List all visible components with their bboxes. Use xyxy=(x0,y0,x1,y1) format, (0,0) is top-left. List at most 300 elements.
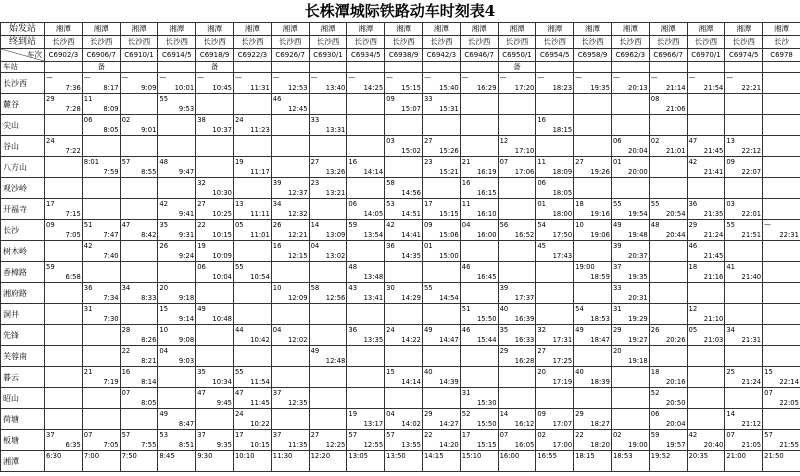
train-number: C6954/5 xyxy=(536,49,574,62)
time-entry xyxy=(234,178,271,198)
time-cell xyxy=(725,220,763,241)
departure-time: 22:31 xyxy=(779,231,799,239)
time-cell xyxy=(309,94,347,115)
time-cell xyxy=(422,388,460,409)
time-cell xyxy=(385,409,423,430)
arrival-time: 32 xyxy=(197,179,206,187)
time-cell xyxy=(45,367,83,388)
time-entry xyxy=(310,178,347,198)
arrival-time: 36 xyxy=(83,284,93,292)
time-cell xyxy=(45,262,83,283)
station-name: 树木岭 xyxy=(1,241,45,262)
departure-time: 15:31 xyxy=(439,105,459,113)
arrival-time: 34 xyxy=(726,326,735,334)
time-entry xyxy=(688,430,725,450)
time-cell xyxy=(158,199,196,220)
time-entry xyxy=(45,388,82,408)
time-cell xyxy=(385,283,423,304)
time-cell xyxy=(271,199,309,220)
time-entry xyxy=(461,388,498,408)
departure-time: 19:57 xyxy=(665,441,686,449)
departure-time: 14:20 xyxy=(439,441,459,449)
arrival-time: 09 xyxy=(537,410,547,418)
arrival-time: 20 xyxy=(612,347,622,355)
time-cell xyxy=(82,409,120,430)
arrival-time: 21 xyxy=(83,368,93,376)
departure-time: 8:51 xyxy=(178,441,195,449)
departure-time: 15:06 xyxy=(439,231,459,239)
time-entry xyxy=(234,94,271,114)
time-cell xyxy=(460,283,498,304)
arrival-time: 03 xyxy=(726,200,735,208)
arrival-time: 07 xyxy=(499,158,509,166)
time-cell xyxy=(725,388,763,409)
time-cell xyxy=(611,325,649,346)
time-cell xyxy=(82,262,120,283)
departure-time: 14:51 xyxy=(401,210,421,218)
time-cell xyxy=(649,451,687,472)
time-entry xyxy=(536,241,573,261)
departure-time: 10:37 xyxy=(212,126,232,134)
time-cell xyxy=(422,157,460,178)
time-cell xyxy=(120,94,158,115)
time-entry xyxy=(461,430,498,450)
time-cell xyxy=(498,136,536,157)
time-cell xyxy=(763,283,800,304)
time-entry xyxy=(725,367,762,387)
time-cell xyxy=(347,178,385,199)
arrival-time: 19 xyxy=(197,242,206,250)
time-cell xyxy=(725,199,763,220)
time-entry xyxy=(272,283,309,303)
station-name: 板塘 xyxy=(1,430,45,451)
departure-time: 14:14 xyxy=(363,168,384,176)
terminus-station: 长沙西 xyxy=(649,36,687,49)
time-cell xyxy=(120,73,158,94)
time-cell xyxy=(498,409,536,430)
arrival-time: 53 xyxy=(386,200,395,208)
time-entry xyxy=(158,115,195,135)
departure-time: 16:12 xyxy=(514,420,535,428)
arrival-time: 02 xyxy=(612,431,622,439)
time-entry xyxy=(272,451,309,471)
arrival-time: 21:50 xyxy=(764,452,784,460)
time-entry xyxy=(650,73,687,93)
arrival-time: 09 xyxy=(46,221,55,229)
time-entry xyxy=(196,451,233,471)
departure-time: 7:36 xyxy=(65,84,81,92)
time-entry xyxy=(612,241,649,261)
departure-time: 7:47 xyxy=(103,231,119,239)
time-entry xyxy=(574,388,611,408)
time-entry xyxy=(310,241,347,261)
arrival-time: 29 xyxy=(46,95,55,103)
arrival-time: 27 xyxy=(423,137,433,145)
time-cell xyxy=(498,325,536,346)
departure-time: 10:48 xyxy=(212,315,232,323)
time-entry xyxy=(688,346,725,366)
arrival-time: 07 xyxy=(499,431,509,439)
time-entry xyxy=(347,199,384,219)
time-entry xyxy=(423,136,460,156)
time-cell xyxy=(45,304,83,325)
time-cell xyxy=(385,73,423,94)
time-cell xyxy=(82,115,120,136)
departure-time: 17:00 xyxy=(552,441,573,449)
time-cell xyxy=(45,94,83,115)
departure-time: 14:25 xyxy=(363,84,384,92)
time-entry xyxy=(158,136,195,156)
time-cell xyxy=(158,283,196,304)
arrival-time: 06 xyxy=(348,200,358,208)
arrival-time: 10 xyxy=(159,326,169,334)
arrival-time: 47 xyxy=(688,137,698,145)
time-cell xyxy=(233,325,271,346)
time-cell xyxy=(574,388,612,409)
arrival-time: — xyxy=(159,74,167,82)
time-cell xyxy=(460,157,498,178)
time-cell xyxy=(422,115,460,136)
time-cell xyxy=(536,220,574,241)
time-cell xyxy=(725,367,763,388)
time-entry xyxy=(688,136,725,156)
time-entry xyxy=(574,367,611,387)
time-entry xyxy=(234,241,271,261)
time-entry xyxy=(234,73,271,93)
arrival-time: 09 xyxy=(423,221,433,229)
station-row xyxy=(1,94,800,115)
time-cell xyxy=(82,178,120,199)
time-cell xyxy=(611,199,649,220)
time-cell xyxy=(120,178,158,199)
departure-time: 20:13 xyxy=(628,84,648,92)
time-cell xyxy=(649,136,687,157)
time-cell xyxy=(120,220,158,241)
departure-time: 19:29 xyxy=(628,315,648,323)
arrival-time: 33 xyxy=(612,284,622,292)
time-entry xyxy=(612,73,649,93)
time-entry xyxy=(83,262,120,282)
time-entry xyxy=(499,451,536,471)
arrival-time: 04 xyxy=(310,242,320,250)
time-entry xyxy=(423,430,460,450)
time-entry xyxy=(536,346,573,366)
time-entry xyxy=(272,178,309,198)
time-cell xyxy=(82,388,120,409)
time-cell xyxy=(347,325,385,346)
time-entry xyxy=(347,178,384,198)
terminus-station: 长沙西 xyxy=(574,36,612,49)
train-note xyxy=(649,62,687,73)
time-entry xyxy=(612,430,649,450)
time-cell xyxy=(611,283,649,304)
departure-time: 11:45 xyxy=(250,399,270,407)
time-cell xyxy=(309,199,347,220)
departure-time: 20:37 xyxy=(628,252,648,260)
time-cell xyxy=(385,94,423,115)
time-entry xyxy=(725,73,762,93)
time-cell xyxy=(196,346,234,367)
time-entry xyxy=(499,136,536,156)
time-cell xyxy=(763,451,800,472)
arrival-time: — xyxy=(499,74,507,82)
time-entry xyxy=(385,325,422,345)
departure-time: 12:56 xyxy=(325,294,346,302)
departure-time: 16:00 xyxy=(476,231,497,239)
time-entry xyxy=(83,178,120,198)
departure-time: 20:44 xyxy=(665,231,686,239)
time-entry xyxy=(310,220,347,240)
departure-time: 10:45 xyxy=(212,84,232,92)
time-cell xyxy=(536,94,574,115)
time-entry xyxy=(83,367,120,387)
time-cell xyxy=(649,283,687,304)
arrival-time: 18:15 xyxy=(575,452,595,460)
departure-time: 10:15 xyxy=(250,441,270,449)
time-entry xyxy=(536,157,573,177)
time-entry xyxy=(45,451,82,471)
time-cell xyxy=(611,388,649,409)
time-entry xyxy=(310,430,347,450)
terminus-station: 长沙西 xyxy=(347,36,385,49)
time-cell xyxy=(271,157,309,178)
time-cell xyxy=(422,199,460,220)
time-entry xyxy=(272,262,309,282)
arrival-time: 13:50 xyxy=(386,452,406,460)
train-note: 备 xyxy=(498,62,536,73)
arrival-time: 35 xyxy=(197,368,206,376)
time-cell xyxy=(422,304,460,325)
time-entry xyxy=(499,115,536,135)
departure-time: 15:15 xyxy=(401,84,421,92)
time-entry xyxy=(688,409,725,429)
departure-time: 12:25 xyxy=(325,441,346,449)
station-name: 荷塘 xyxy=(1,409,45,430)
time-cell xyxy=(271,73,309,94)
page-title: 长株潭城际铁路动车时刻表4 xyxy=(304,2,496,20)
departure-time: 9:08 xyxy=(178,336,195,344)
arrival-time: 26 xyxy=(159,242,169,250)
time-entry xyxy=(499,388,536,408)
time-entry xyxy=(310,115,347,135)
time-cell xyxy=(536,325,574,346)
time-entry xyxy=(310,199,347,219)
arrival-time: 26 xyxy=(650,326,660,334)
time-cell xyxy=(460,325,498,346)
time-entry xyxy=(499,199,536,219)
time-entry xyxy=(158,220,195,240)
time-entry xyxy=(650,367,687,387)
time-cell xyxy=(763,409,800,430)
time-cell xyxy=(45,157,83,178)
time-entry xyxy=(461,367,498,387)
departure-time: 16:39 xyxy=(514,315,535,323)
time-cell xyxy=(347,346,385,367)
time-entry xyxy=(612,136,649,156)
time-entry xyxy=(688,241,725,261)
arrival-time: 16 xyxy=(537,116,547,124)
time-entry xyxy=(612,283,649,303)
departure-time: 7:55 xyxy=(141,441,157,449)
departure-time: 11:23 xyxy=(250,126,270,134)
departure-time: 14:35 xyxy=(401,252,421,260)
time-entry xyxy=(688,388,725,408)
time-cell xyxy=(309,346,347,367)
departure-time: 6:35 xyxy=(65,441,81,449)
departure-time: 9:03 xyxy=(178,357,195,365)
time-cell xyxy=(82,157,120,178)
departure-time: 20:40 xyxy=(703,441,724,449)
arrival-time: 58 xyxy=(310,284,320,292)
departure-time: 8:05 xyxy=(103,126,119,134)
origin-station: 湘潭 xyxy=(309,23,347,36)
time-entry xyxy=(725,346,762,366)
time-entry xyxy=(196,262,233,282)
time-cell xyxy=(536,136,574,157)
time-entry xyxy=(196,157,233,177)
train-number: C6946/7 xyxy=(460,49,498,62)
time-entry xyxy=(612,262,649,282)
time-cell xyxy=(196,220,234,241)
time-cell xyxy=(498,283,536,304)
arrival-time: — xyxy=(310,74,318,82)
departure-time: 21:45 xyxy=(703,147,724,155)
time-entry xyxy=(121,304,158,324)
departure-time: 13:40 xyxy=(325,84,346,92)
origin-station: 湘潭 xyxy=(725,23,763,36)
arrival-time: 54 xyxy=(575,305,584,313)
time-cell xyxy=(725,409,763,430)
arrival-time: 35 xyxy=(499,326,509,334)
time-cell xyxy=(763,262,800,283)
arrival-time: 27 xyxy=(310,158,320,166)
time-entry xyxy=(196,367,233,387)
time-entry xyxy=(83,346,120,366)
departure-time: 21:45 xyxy=(703,252,724,260)
time-entry xyxy=(158,73,195,93)
time-entry xyxy=(158,346,195,366)
time-cell xyxy=(725,136,763,157)
time-entry xyxy=(158,304,195,324)
time-cell xyxy=(763,304,800,325)
time-entry xyxy=(536,94,573,114)
origin-station: 湘潭 xyxy=(158,23,196,36)
time-entry xyxy=(158,367,195,387)
time-cell xyxy=(158,157,196,178)
time-cell xyxy=(422,409,460,430)
terminus-station: 长沙西 xyxy=(725,36,763,49)
time-entry xyxy=(234,157,271,177)
time-cell xyxy=(347,220,385,241)
time-cell xyxy=(725,94,763,115)
departure-time: 19:00 xyxy=(628,441,648,449)
time-entry xyxy=(385,220,422,240)
time-cell xyxy=(687,199,725,220)
arrival-time: 35 xyxy=(159,221,169,229)
arrival-time: 15 xyxy=(764,368,773,376)
arrival-time: 55 xyxy=(612,200,622,208)
time-entry xyxy=(612,367,649,387)
note-row xyxy=(1,62,800,73)
departure-time: 10:04 xyxy=(212,273,232,281)
time-entry xyxy=(536,115,573,135)
time-cell xyxy=(763,136,800,157)
departure-time: 18:27 xyxy=(590,420,610,428)
departure-time: 10:01 xyxy=(174,84,195,92)
arrival-time: 14:15 xyxy=(423,452,444,460)
departure-time: 18:05 xyxy=(552,189,573,197)
station-row xyxy=(1,73,800,94)
train-number: C6934/5 xyxy=(347,49,385,62)
time-entry xyxy=(45,178,82,198)
time-entry xyxy=(536,430,573,450)
arrival-time: — xyxy=(575,74,582,82)
time-cell xyxy=(82,73,120,94)
departure-time: 20:50 xyxy=(665,399,686,407)
time-cell xyxy=(385,220,423,241)
departure-time: 21:16 xyxy=(703,273,724,281)
time-entry xyxy=(725,241,762,261)
time-entry xyxy=(650,262,687,282)
time-entry xyxy=(234,346,271,366)
departure-time: 16:15 xyxy=(476,189,497,197)
arrival-time: 55 xyxy=(234,263,244,271)
time-entry xyxy=(423,157,460,177)
departure-time: 9:41 xyxy=(178,210,195,218)
time-cell xyxy=(347,199,385,220)
arrival-time: 04 xyxy=(272,326,282,334)
time-cell xyxy=(347,241,385,262)
time-entry xyxy=(234,409,271,429)
terminus-station: 长沙西 xyxy=(536,36,574,49)
time-cell xyxy=(687,136,725,157)
time-entry xyxy=(423,178,460,198)
arrival-time: 06 xyxy=(537,179,547,187)
time-entry xyxy=(650,157,687,177)
arrival-time: 15 xyxy=(159,305,169,313)
time-cell xyxy=(233,262,271,283)
time-cell xyxy=(271,409,309,430)
time-cell xyxy=(158,367,196,388)
origin-label: 始发站 xyxy=(1,23,45,36)
time-entry xyxy=(347,136,384,156)
time-cell xyxy=(649,367,687,388)
time-cell xyxy=(196,73,234,94)
time-entry xyxy=(45,115,82,135)
time-cell xyxy=(611,304,649,325)
time-cell xyxy=(45,115,83,136)
time-cell xyxy=(763,73,800,94)
time-entry xyxy=(121,136,158,156)
time-entry xyxy=(385,94,422,114)
time-cell xyxy=(763,178,800,199)
time-entry xyxy=(763,262,800,282)
arrival-time: 40 xyxy=(423,368,433,376)
arrival-time: 36 xyxy=(386,242,395,250)
time-entry xyxy=(725,157,762,177)
time-cell xyxy=(385,199,423,220)
time-cell xyxy=(347,367,385,388)
time-cell xyxy=(271,115,309,136)
time-cell xyxy=(498,199,536,220)
departure-time: 22:07 xyxy=(741,168,762,176)
time-entry xyxy=(461,73,498,93)
arrival-time: 01 xyxy=(612,158,622,166)
arrival-time: — xyxy=(197,74,204,82)
terminus-station: 长沙西 xyxy=(385,36,423,49)
station-row xyxy=(1,304,800,325)
time-entry xyxy=(688,325,725,345)
